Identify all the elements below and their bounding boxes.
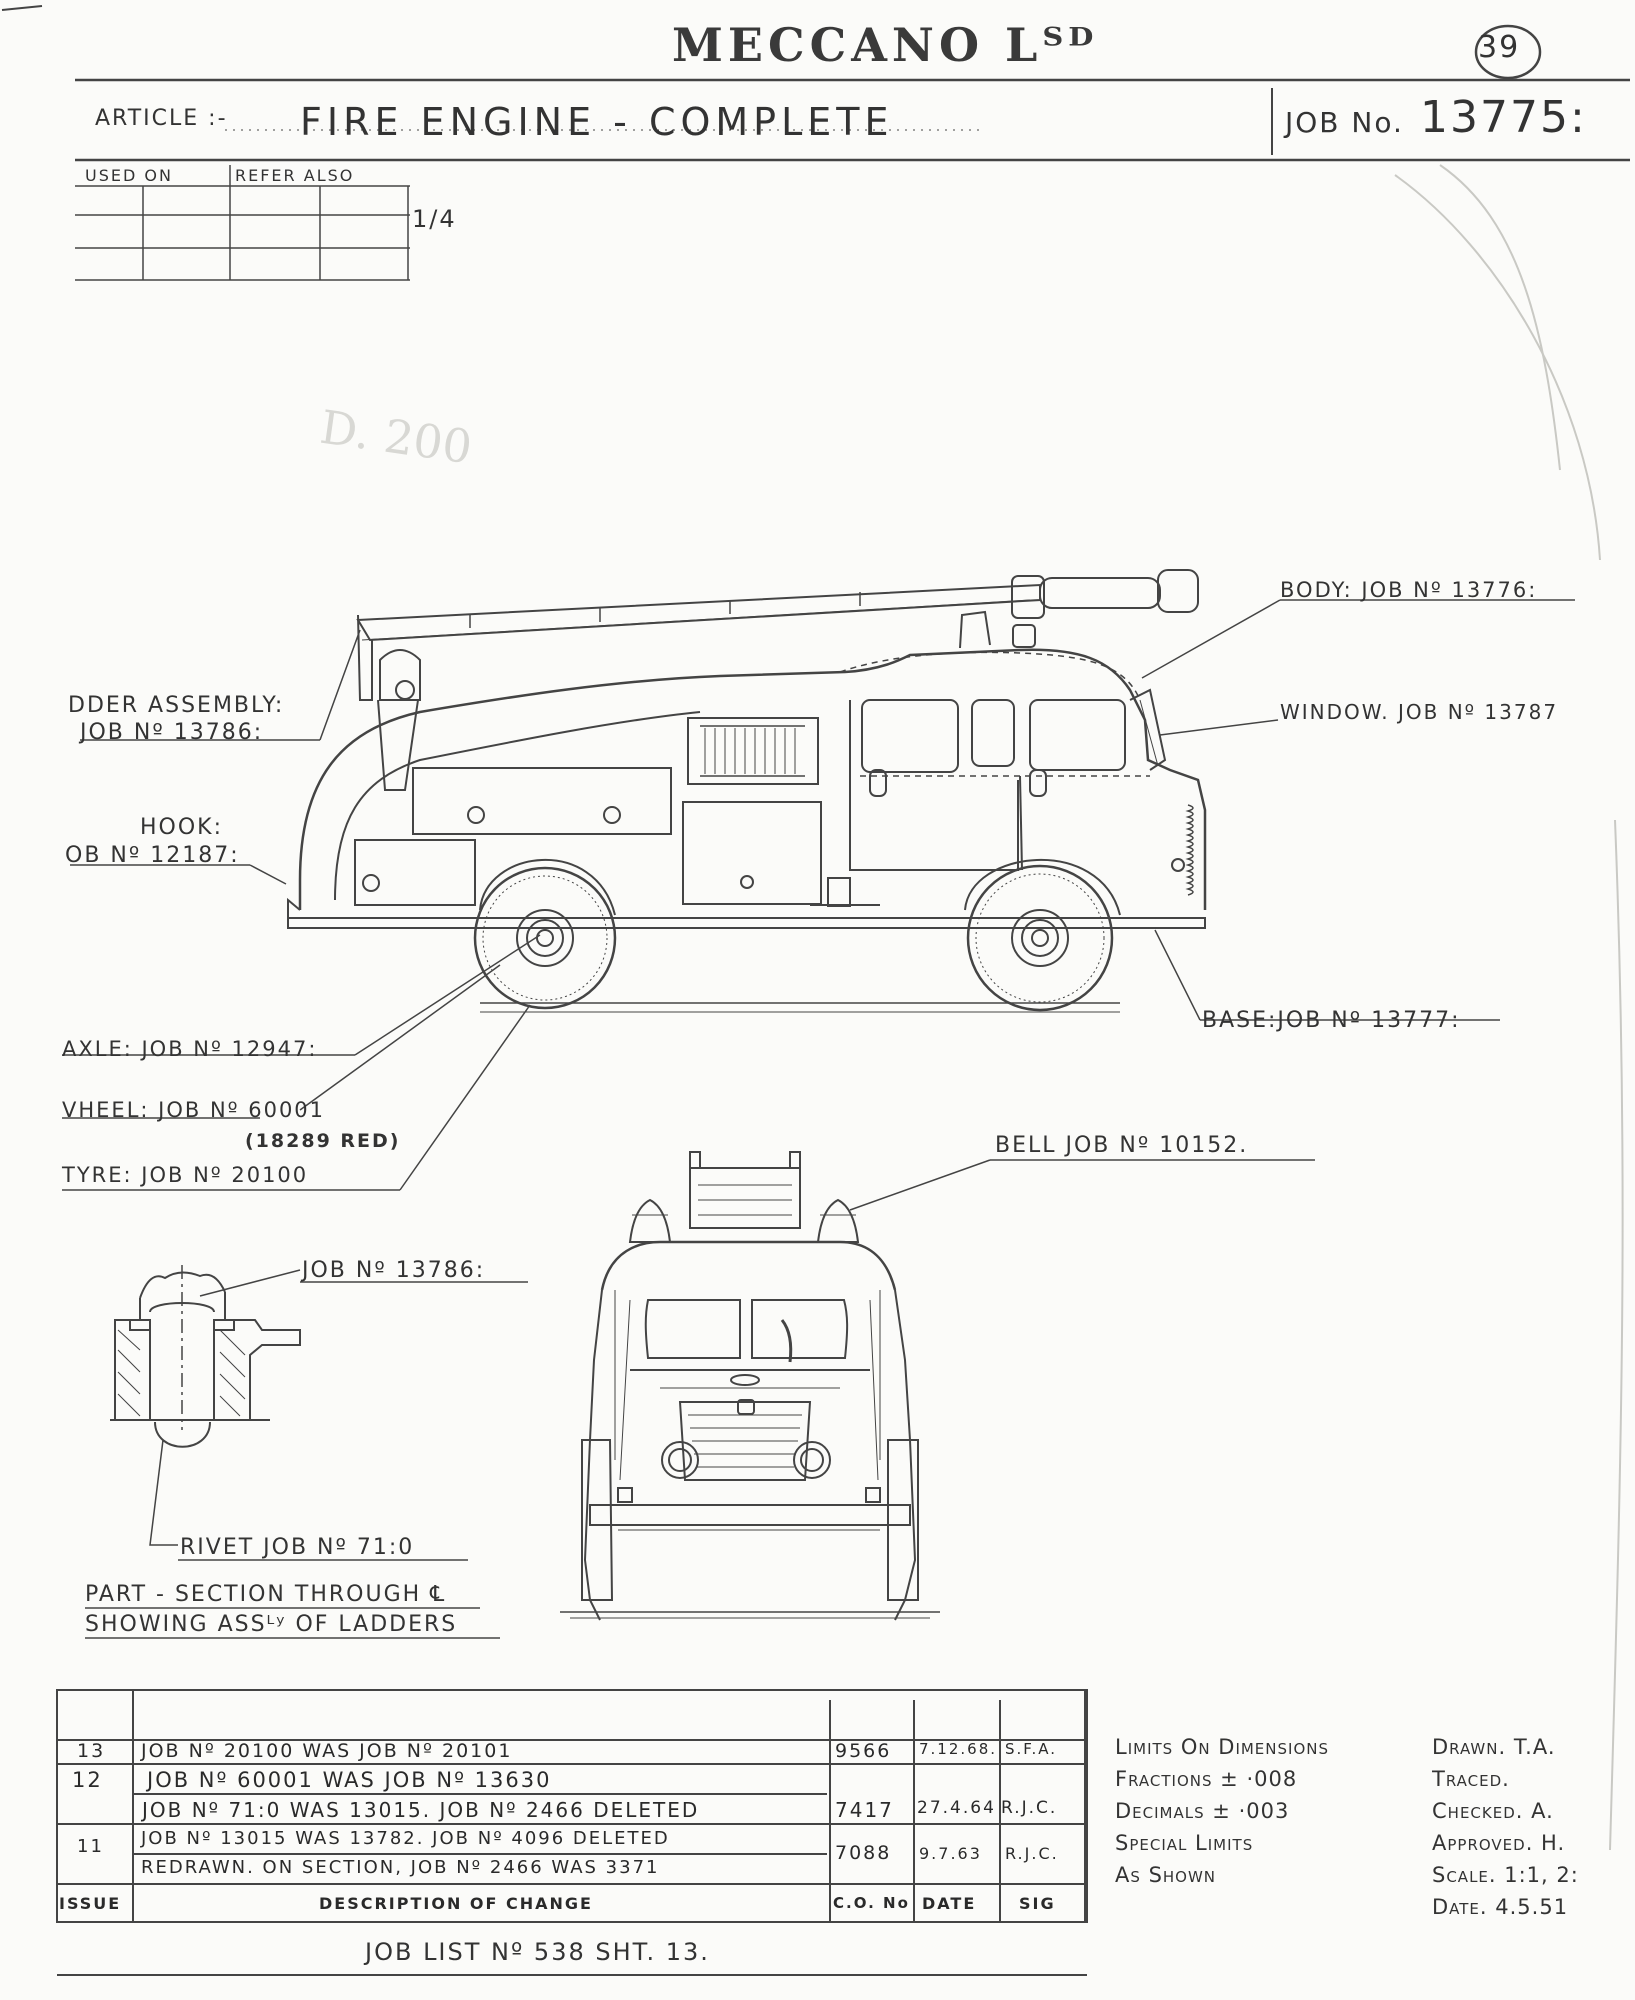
- section-caption-line1: PART - SECTION THROUGH ℄: [85, 1582, 447, 1607]
- job-no-label: JOB No.: [1285, 106, 1404, 139]
- scale: Scale. 1:1, 2:: [1432, 1863, 1579, 1887]
- limits-line: Special Limits: [1115, 1831, 1254, 1855]
- callout-rivet: RIVET JOB Nº 71:0: [180, 1535, 415, 1560]
- drawn-by: Drawn. T.A.: [1432, 1735, 1556, 1759]
- article-value: FIRE ENGINE - COMPLETE: [300, 100, 894, 144]
- side-view-fire-engine: [288, 570, 1205, 1012]
- callout-body: BODY: JOB Nº 13776:: [1280, 578, 1538, 602]
- description-cell: JOB Nº 60001 WAS JOB Nº 13630: [147, 1768, 552, 1792]
- fraction-note: 1/4: [412, 205, 457, 233]
- co-no-cell: 9566: [835, 1740, 892, 1762]
- header-issue: ISSUE: [59, 1894, 122, 1913]
- issue-cell: 13: [77, 1740, 106, 1762]
- header-description: DESCRIPTION OF CHANGE: [319, 1894, 593, 1913]
- description-cell: REDRAWN. ON SECTION, JOB Nº 2466 WAS 3371: [141, 1857, 660, 1878]
- limits-block: [1115, 1735, 1329, 1895]
- signoff-block: [1432, 1735, 1632, 1927]
- limits-line: As Shown: [1115, 1863, 1217, 1887]
- sheet-number: 39: [1478, 30, 1521, 65]
- company-name: MECCANO Lᵀᴰ: [672, 18, 1099, 72]
- article-label: ARTICLE :-: [95, 106, 228, 131]
- header-sig: SIG: [1019, 1894, 1056, 1913]
- sig-cell: R.J.C.: [1005, 1844, 1059, 1863]
- used-on-label: USED ON: [85, 166, 173, 185]
- refer-also-label: REFER ALSO: [235, 166, 355, 185]
- callout-base: BASE:JOB Nº 13777:: [1202, 1008, 1461, 1033]
- issue-cell: 12: [72, 1768, 103, 1792]
- description-cell: JOB Nº 13015 WAS 13782. JOB Nº 4096 DELETED: [141, 1828, 670, 1849]
- description-cell: JOB Nº 71:0 WAS 13015. JOB Nº 2466 DELETED: [142, 1798, 700, 1822]
- faint-mark: D. 200: [316, 399, 476, 475]
- date-cell: 9.7.63: [919, 1844, 982, 1863]
- job-no-value: 13775:: [1420, 92, 1587, 143]
- limits-line: Fractions ± ·008: [1115, 1767, 1298, 1791]
- limits-line: Limits On Dimensions: [1115, 1735, 1330, 1759]
- corner-mark: [2, 6, 42, 10]
- limits-line: Decimals ± ·003: [1115, 1799, 1290, 1823]
- traced-by: Traced.: [1432, 1767, 1510, 1791]
- callout-tyre: TYRE: JOB Nº 20100: [62, 1163, 309, 1187]
- drawing-date: Date. 4.5.51: [1432, 1895, 1569, 1919]
- callout-ladder-assembly: DDER ASSEMBLY:: [68, 693, 285, 718]
- job-list-label: JOB LIST Nº 538 SHT. 13.: [365, 1938, 710, 1966]
- co-no-cell: 7088: [835, 1842, 892, 1864]
- front-wheel: [968, 866, 1112, 1010]
- section-caption-line2: SHOWING ASSᴸʸ OF LADDERS: [85, 1612, 458, 1637]
- date-cell: 27.4.64: [917, 1798, 996, 1818]
- sig-cell: S.F.A.: [1005, 1740, 1058, 1758]
- front-view-fire-engine: [560, 1152, 940, 1620]
- header-date: DATE: [922, 1894, 977, 1913]
- change-table: [57, 1690, 1087, 1922]
- checked-by: Checked. A.: [1432, 1799, 1554, 1823]
- callout-wheel: VHEEL: JOB Nº 60001: [62, 1098, 326, 1122]
- callout-axle: AXLE: JOB Nº 12947:: [62, 1037, 318, 1061]
- approved-by: Approved. H.: [1432, 1831, 1566, 1855]
- callout-section-ladder: JOB Nº 13786:: [302, 1258, 486, 1283]
- callout-hook: HOOK:: [140, 815, 224, 840]
- rear-wheel: [475, 868, 615, 1008]
- date-cell: 7.12.68.: [919, 1740, 998, 1758]
- header-co-no: C.O. No: [833, 1894, 910, 1912]
- callout-ladder-assembly-job: JOB Nº 13786:: [80, 720, 264, 745]
- description-cell: JOB Nº 20100 WAS JOB Nº 20101: [141, 1740, 513, 1762]
- co-no-cell: 7417: [835, 1798, 894, 1822]
- sig-cell: R.J.C.: [1001, 1798, 1058, 1818]
- callout-bell: BELL JOB Nº 10152.: [995, 1133, 1249, 1158]
- issue-cell: 11: [77, 1836, 104, 1857]
- callout-hook-job: OB Nº 12187:: [65, 843, 240, 868]
- callout-wheel-note: (18289 RED): [245, 1130, 401, 1152]
- callout-window: WINDOW. JOB Nº 13787: [1280, 700, 1559, 724]
